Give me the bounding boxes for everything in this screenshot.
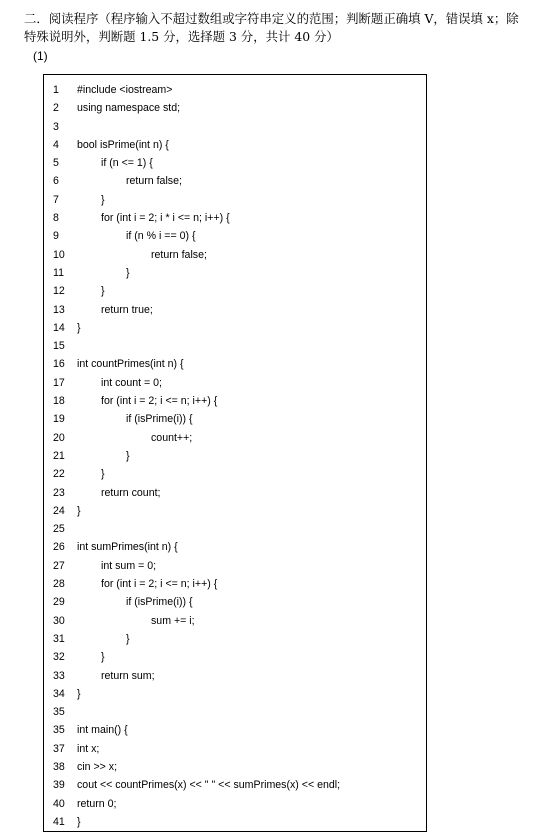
code-line: [44, 172, 426, 190]
code-text: }: [77, 321, 81, 334]
line-number: 32: [53, 651, 65, 664]
code-line: [44, 264, 426, 282]
code-text: if (n <= 1) {: [101, 157, 153, 170]
code-text: }: [77, 504, 81, 517]
code-text: int sum = 0;: [101, 559, 157, 572]
line-number: 11: [53, 266, 64, 279]
code-text: }: [126, 266, 130, 279]
code-text: #include <iostream>: [77, 84, 173, 96]
code-text: return false;: [151, 248, 207, 261]
code-line: [44, 154, 426, 172]
line-number: 41: [53, 815, 65, 828]
line-number: 21: [53, 449, 65, 462]
line-number: 8: [53, 212, 59, 225]
code-line: [44, 813, 426, 831]
code-line: [44, 355, 426, 373]
code-line: [44, 795, 426, 813]
code-text: }: [101, 193, 105, 206]
code-text: if (isPrime(i)) {: [126, 413, 193, 426]
line-number: 34: [53, 687, 65, 700]
code-text: using namespace std;: [77, 102, 181, 115]
code-text: for (int i = 2; i <= n; i++) {: [101, 578, 218, 591]
code-line: [44, 191, 426, 209]
code-text: bool isPrime(int n) {: [77, 138, 169, 151]
line-number: 18: [53, 395, 65, 408]
code-line: [44, 227, 426, 245]
code-line: [44, 81, 426, 99]
line-number: 26: [53, 541, 65, 554]
code-line: [44, 282, 426, 300]
line-number: 40: [53, 797, 65, 810]
line-number: 27: [53, 559, 65, 572]
code-text: sum += i;: [151, 614, 195, 627]
line-number: 17: [53, 376, 65, 389]
line-number: 16: [53, 358, 65, 371]
code-text: return false;: [126, 175, 182, 188]
line-number: 14: [53, 321, 65, 334]
code-text: cout << countPrimes(x) << " " << sumPrimes(x) << endl;: [77, 779, 341, 792]
code-text: }: [101, 285, 105, 298]
code-listing-box: [43, 74, 427, 832]
line-number: 15: [53, 340, 65, 353]
line-number: 35: [53, 724, 65, 737]
code-line: [44, 575, 426, 593]
code-line: [44, 776, 426, 794]
code-line: [44, 136, 426, 154]
code-line: [44, 630, 426, 648]
code-line: [44, 447, 426, 465]
line-number: 2: [53, 102, 59, 115]
code-text: int main() {: [77, 724, 128, 737]
line-number: 10: [53, 248, 65, 261]
code-text: if (n % i == 0) {: [126, 230, 196, 243]
line-number: 25: [53, 523, 65, 536]
line-number: 3: [53, 120, 59, 133]
code-text: }: [126, 449, 130, 462]
code-line: [44, 593, 426, 611]
line-number: 39: [53, 779, 65, 792]
line-number: 19: [53, 413, 65, 426]
code-text: }: [101, 651, 105, 664]
code-text: }: [101, 468, 105, 481]
code-line: [44, 520, 426, 538]
line-number: 30: [53, 614, 65, 627]
line-number: 37: [53, 742, 65, 755]
code-line: [44, 758, 426, 776]
code-text: return true;: [101, 303, 153, 316]
code-text: for (int i = 2; i * i <= n; i++) {: [101, 212, 230, 225]
code-line: [44, 301, 426, 319]
code-line: [44, 209, 426, 227]
code-line: [44, 538, 426, 556]
code-text: return sum;: [101, 669, 155, 682]
code-line: [44, 721, 426, 739]
code-text: return 0;: [77, 797, 117, 810]
code-line: [44, 118, 426, 136]
code-line: [44, 685, 426, 703]
line-number: 7: [53, 193, 59, 206]
code-line: [44, 337, 426, 355]
question-number: (1): [33, 49, 48, 63]
code-line: [44, 465, 426, 483]
line-number: 1: [53, 84, 59, 96]
code-line: [44, 374, 426, 392]
line-number: 23: [53, 486, 65, 499]
code-text: }: [126, 632, 130, 645]
code-text: cin >> x;: [77, 760, 118, 773]
line-number: 20: [53, 431, 65, 444]
code-text: }: [77, 687, 81, 700]
code-line: [44, 557, 426, 575]
code-text: if (isPrime(i)) {: [126, 596, 193, 609]
code-text: int x;: [77, 742, 100, 755]
line-number: 24: [53, 504, 65, 517]
code-text: return count;: [101, 486, 161, 499]
line-number: 6: [53, 175, 59, 188]
line-number: 29: [53, 596, 65, 609]
code-line: [44, 319, 426, 337]
code-lines: [44, 81, 426, 831]
line-number: 31: [53, 632, 65, 645]
line-number: 22: [53, 468, 65, 481]
code-line: [44, 740, 426, 758]
code-text: for (int i = 2; i <= n; i++) {: [101, 395, 218, 408]
code-line: [44, 99, 426, 117]
line-number: 4: [53, 138, 59, 151]
code-text: int count = 0;: [101, 376, 162, 389]
code-line: [44, 612, 426, 630]
line-number: 12: [53, 285, 65, 298]
line-number: 13: [53, 303, 65, 316]
code-line: [44, 667, 426, 685]
line-number: 38: [53, 760, 65, 773]
code-text: count++;: [151, 431, 193, 444]
line-number: 35: [53, 706, 65, 719]
code-line: [44, 246, 426, 264]
line-number: 9: [53, 230, 59, 243]
code-line: [44, 392, 426, 410]
code-text: int sumPrimes(int n) {: [77, 541, 178, 554]
code-line: [44, 648, 426, 666]
code-line: [44, 410, 426, 428]
line-number: 28: [53, 578, 65, 591]
code-text: int countPrimes(int n) {: [77, 358, 184, 371]
code-line: [44, 502, 426, 520]
line-number: 5: [53, 157, 59, 170]
line-number: 33: [53, 669, 65, 682]
section-heading: 二．阅读程序（程序输入不超过数组或字符串定义的范围；判断题正确填 V，错误填 x；除特殊说明外，判断题 1.5 分，选择题 3 分，共计 40 分）: [24, 11, 519, 44]
code-line: [44, 703, 426, 721]
code-text: }: [77, 815, 81, 828]
code-line: [44, 429, 426, 447]
code-line: [44, 484, 426, 502]
